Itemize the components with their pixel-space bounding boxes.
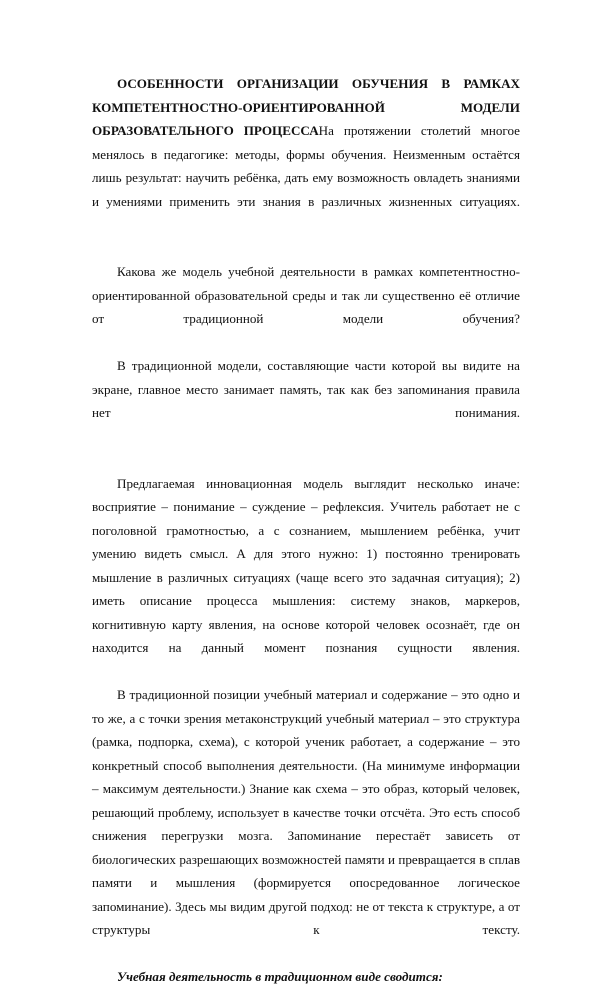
closing-emphasis-line: Учебная деятельность в традиционном виде сводится:	[117, 969, 443, 984]
paragraph-2: Какова же модель учебной деятельности в рамках компетентностно-ориентированной образовательной среды и так ли существенно её отличие от традиционной модели обучения?	[92, 264, 520, 326]
paragraph-5: В традиционной позиции учебный материал и содержание – это одно и то же, а с точки зрения метаконструкций учебный материал – это структура (рамка, подпорка, схема), с которой ученик работает, а содержание – это конкретный способ выполнения деятельности. (На минимуме информации – максимум деятельности.) Знание как схема – это образ, который человек, решающий проблему, использует в качестве точки отсчёта. Это есть способ снижения перегрузки мозга. Запоминание перестаёт зависеть от биологических разрешающих возможностей памяти и превращается в сплав памяти и мышления (формируется опосредованное логическое запоминание). Здесь мы видим другой подход: не от текста к структуре, а от структуры к тексту.	[92, 687, 520, 937]
document-title-run: ОСОБЕННОСТИ ОРГАНИЗАЦИИ ОБУЧЕНИЯ В РАМКАХ КОМПЕТЕНТНОСТНО-ОРИЕНТИРОВАННОЙ МОДЕЛИ ОБРАЗОВАТЕЛЬНОГО ПРОЦЕССА	[92, 76, 520, 138]
document-text-block	[92, 72, 520, 989]
paragraph-4: Предлагаемая инновационная модель выглядит несколько иначе: восприятие – понимание – суждение – рефлексия. Учитель работает не с поголовной грамотностью, а с сознанием, мышлением ребёнка, учит умению видеть смысл. А для этого нужно: 1) постоянно тренировать мышление в различных ситуациях (чаще всего это задачная ситуация); 2) иметь описание процесса мышления: систему знаков, маркеров, когнитивную карту явления, на основе которой человек осознаёт, где он находится на данный момент познания сущности явления.	[92, 475, 520, 655]
title-and-intro-paragraph	[92, 72, 520, 237]
paragraph-3: В традиционной модели, составляющие части которой вы видите на экране, главное место занимает память, так как без запоминания правила нет понимания.	[92, 358, 520, 420]
intro-body-run: На протяжении столетий многое менялось в педагогике: методы, формы обучения. Неизменным остаётся лишь результат: научить ребёнка, дать ему возможность овладеть знаниями и умениями применить эти знания в различных жизненных ситуациях.	[92, 123, 520, 209]
